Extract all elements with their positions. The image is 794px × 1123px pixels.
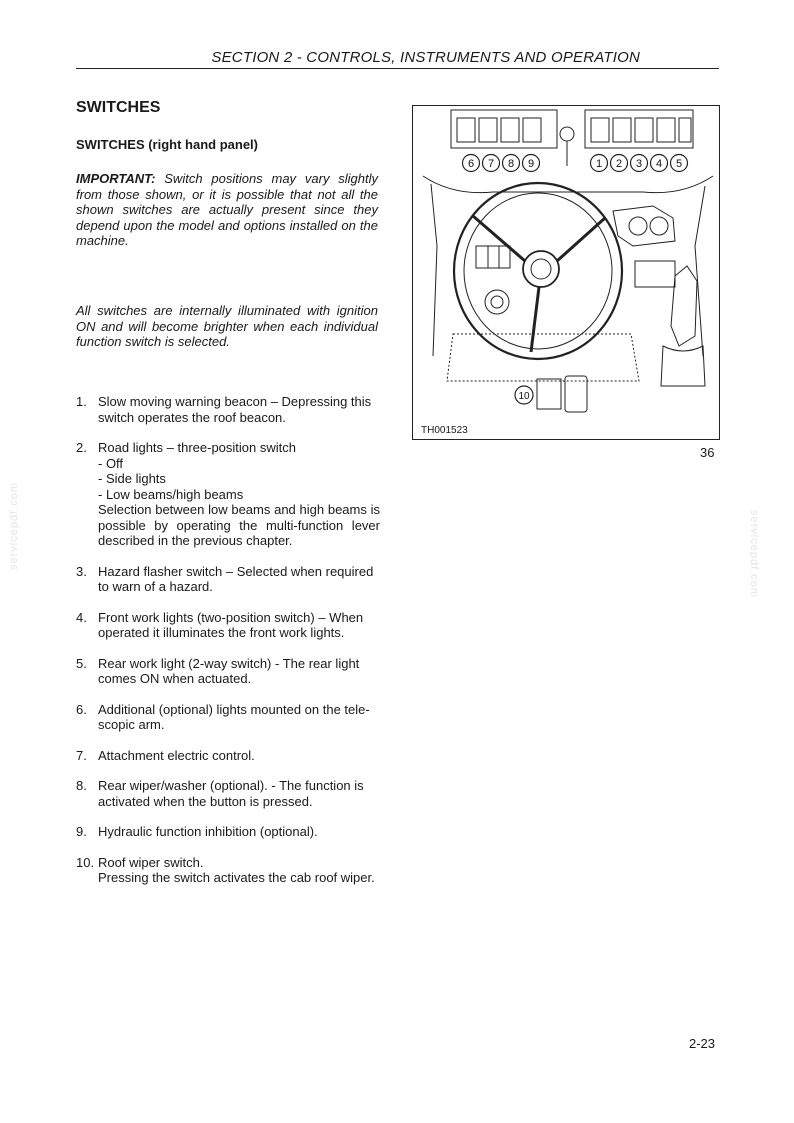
item-text: Additional (optional) lights mounted on the tele-scopic arm. — [98, 701, 370, 732]
section-header-title: SECTION 2 - CONTROLS, INSTRUMENTS AND OPERATION — [211, 49, 640, 66]
switch-list-item — [76, 748, 380, 764]
switch-list-item — [76, 778, 380, 809]
subsection-title: SWITCHES (right hand panel) — [76, 137, 258, 152]
instrument-cluster — [613, 206, 675, 246]
ignition-key — [560, 127, 574, 141]
important-label: IMPORTANT: — [76, 171, 156, 186]
item-number: 7. — [76, 747, 87, 763]
item-text: Attachment electric control. — [98, 747, 255, 763]
switch-list-item — [76, 824, 380, 840]
switch-9-body — [457, 118, 475, 142]
switch-list-item — [76, 564, 380, 595]
item-extra-text: Selection between low beams and high beams is possible by operating the multi-function lever described in the previous chapter. — [98, 502, 380, 548]
dashboard-figure — [412, 105, 720, 440]
switch-8-body — [479, 118, 497, 142]
callouts-right — [591, 155, 688, 172]
callout-label: 5 — [675, 158, 683, 170]
figure-number: 36 — [700, 445, 715, 460]
column-switch-block — [476, 246, 510, 268]
switch-list-item — [76, 855, 380, 886]
switch-list-item — [76, 394, 380, 425]
item-text: Roof wiper switch. — [98, 854, 204, 870]
item-extra-text: Pressing the switch activates the cab roof wiper. — [98, 870, 375, 885]
important-text: Switch positions may vary slightly from those shown, or it is possible that not all the shown switches are actually present since they depend upon the model and options installed on the machine. — [76, 171, 378, 248]
watermark-left: servicepdf.com — [8, 482, 20, 570]
steering-wheel — [454, 183, 622, 359]
switch-list — [76, 394, 380, 901]
section-title: SWITCHES — [76, 99, 161, 116]
item-sub-option: - Low beams/high beams — [98, 486, 244, 502]
callout-label: 7 — [487, 158, 495, 170]
callout-10-label: 10 — [518, 391, 530, 402]
item-number: 6. — [76, 701, 87, 717]
item-number: 8. — [76, 778, 87, 793]
callout-10 — [515, 386, 533, 404]
item-number: 4. — [76, 609, 87, 625]
item-text: Hydraulic function inhibition (optional). — [98, 824, 318, 839]
callout-label: 6 — [467, 158, 475, 170]
switch-6-body — [523, 118, 541, 142]
switch-list-item — [76, 440, 380, 549]
callouts-left — [463, 155, 540, 172]
callout-label: 9 — [527, 158, 535, 170]
illumination-note: All switches are internally illuminated with ignition ON and will become brighter when each individual function switch is selected. — [76, 303, 378, 349]
item-number: 3. — [76, 563, 87, 579]
item-text: Hazard flasher switch – Selected when required to warn of a hazard. — [98, 563, 374, 594]
switch-list-item — [76, 656, 380, 687]
figure-code: TH001523 — [421, 425, 468, 436]
switch-10-body — [537, 379, 561, 409]
page-number: 2-23 — [689, 1036, 716, 1051]
steering-hub — [523, 251, 559, 287]
item-sub-option: - Side lights — [98, 471, 166, 486]
item-number: 2. — [76, 440, 87, 455]
item-sub-option: - Off — [98, 455, 124, 471]
callout-label: 2 — [615, 158, 623, 170]
item-text: Road lights – three-position switch — [98, 440, 296, 455]
item-text: Slow moving warning beacon – Depressing this switch operates the roof beacon. — [98, 394, 372, 425]
switch-list-item — [76, 702, 380, 733]
item-number: 5. — [76, 655, 87, 671]
callout-label: 1 — [595, 158, 603, 170]
item-text: Rear wiper/washer (optional). - The function is activated when the button is pressed. — [98, 778, 364, 809]
important-paragraph — [76, 171, 378, 249]
callout-label: 4 — [655, 158, 663, 170]
switch-7-body — [501, 118, 519, 142]
item-number: 1. — [76, 394, 87, 409]
header-rule — [76, 68, 719, 69]
callout-label: 8 — [507, 158, 515, 170]
item-number: 10. — [76, 854, 95, 870]
floor-grille — [447, 334, 639, 381]
dashboard-illustration — [413, 106, 719, 439]
joystick — [671, 266, 697, 346]
item-text: Front work lights (two-position switch) – When operated it illuminates the front work lights. — [98, 609, 364, 640]
item-number: 9. — [76, 824, 87, 839]
watermark-right: servicepdf.com — [748, 510, 760, 598]
switch-list-item — [76, 610, 380, 641]
callout-label: 3 — [635, 158, 643, 170]
item-text: Rear work light (2-way switch) - The rear light comes ON when actuated. — [98, 655, 360, 686]
